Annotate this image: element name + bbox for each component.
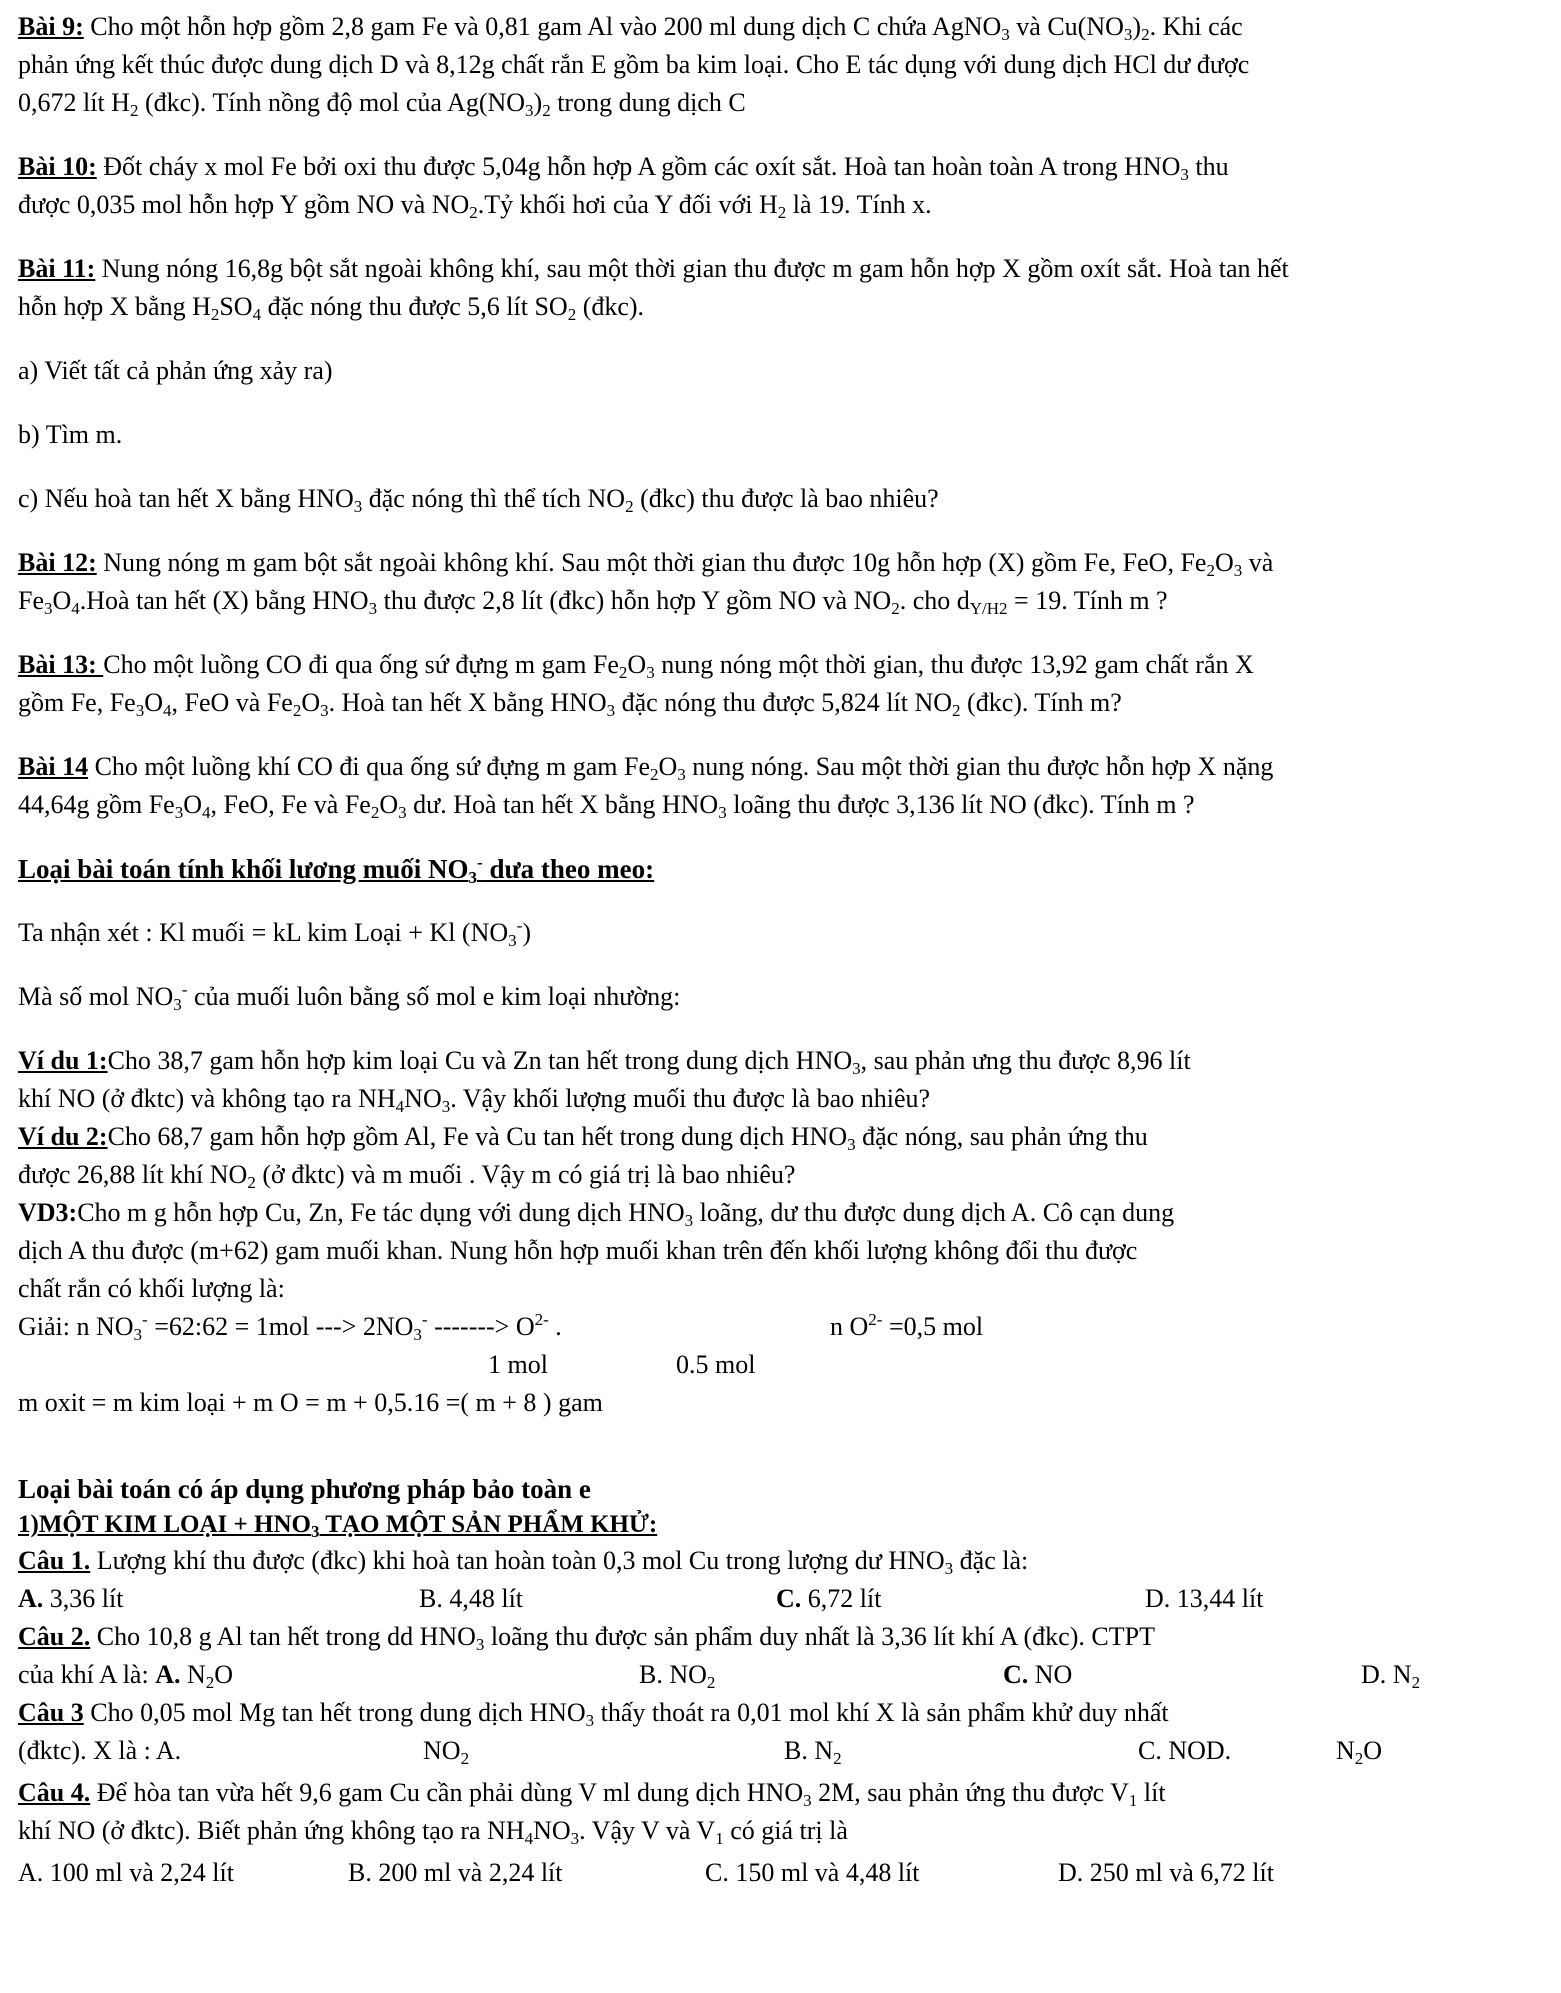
- q4-option-d[interactable]: D. 250 ml và 6,72 lít: [1058, 1858, 1274, 1887]
- problem-11-part-a: a) Viết tất cả phản ứng xảy ra): [18, 356, 333, 385]
- question-2-options: [18, 1656, 1543, 1694]
- q1-option-a[interactable]: A. 3,36 lít: [18, 1584, 124, 1613]
- q1-option-c[interactable]: C. 6,72 lít: [776, 1584, 882, 1613]
- question-3-options: (đktc). X là : A. $NO_2$ B. $N_2$ C. NOD. $N_2O$: [18, 1732, 1543, 1770]
- question-1-options: [18, 1580, 1543, 1618]
- q3-option-b[interactable]: B. $N_2$: [784, 1736, 842, 1768]
- question-4-options: [18, 1854, 1543, 1892]
- example-2: Ví du 2:Cho 68,7 gam hỗn hợp gồm Al, Fe và Cu tan hết trong dung dịch $HNO_3$ đặc nóng, sau phản ứng thu được 26,88 lít khí $NO_2$ (ở đktc) và m muối . Vậy m có giá trị là bao nhiêu?: [18, 1122, 1148, 1192]
- example-3: VD3:Cho m g hỗn hợp Cu, Zn, Fe tác dụng với dung dịch $HNO_3$ loãng, dư thu được dung dịch A. Cô cạn dung dịch A thu được (m+62) gam muối khan. Nung hỗn hợp muối khan trên đến khối lượng không đổi thu được chất rắn có khối lượng là:: [18, 1198, 1175, 1303]
- solution-line-3: m oxit = m kim loại + m O = m + 0,5.16 =( m + 8 ) gam: [18, 1388, 603, 1417]
- problem-11: Bài 11: Nung nóng 16,8g bột sắt ngoài không khí, sau một thời gian thu được m gam hỗn hợp X gồm oxít sắt. Hoà tan hết hỗn hợp X bằng $H_2SO_4$ đặc nóng thu được 5,6 lít $SO_2$ (đkc).: [18, 254, 1289, 324]
- q2-option-a[interactable]: của khí A là: A. $N_2O$: [18, 1660, 234, 1692]
- q4-option-b[interactable]: B. 200 ml và 2,24 lít: [348, 1858, 563, 1887]
- q1-option-d[interactable]: D. 13,44 lít: [1145, 1584, 1264, 1613]
- document-page: [18, 8, 1543, 1892]
- remark-line: Ta nhận xét : Kl muối = kL kim Loại + Kl $(NO_3^-)$: [18, 916, 531, 950]
- solution-line-1: Giải: n $NO_3^-$ =62:62 = 1mol ---> $2NO_3^-$ -------> $O^{2-}$ . n $O^{2-} =0,5$ mol: [18, 1310, 984, 1344]
- problem-14: Bài 14 Cho một luồng khí CO đi qua ống sứ đựng m gam $Fe_2O_3$ nung nóng. Sau một thời gian thu được hỗn hợp X nặng 44,64g gồm $Fe_3O_4$, FeO, Fe và $Fe_2O_3$ dư. Hoà tan hết X bằng $HNO_3$ loãng thu được 3,136 lít NO (đkc). Tính m ?: [18, 752, 1274, 822]
- q4-option-c[interactable]: C. 150 ml và 4,48 lít: [705, 1858, 920, 1887]
- q3-option-c[interactable]: C. NOD.: [1138, 1736, 1232, 1765]
- section-heading-nitrate-salt: Loại bài toán tính khối lương muối $NO_3^-$ dưa theo meo:: [18, 853, 655, 887]
- problem-11-part-c: c) Nếu hoà tan hết X bằng $HNO_3$ đặc nóng thì thể tích $NO_2$ (đkc) thu được là bao nhiêu?: [18, 484, 939, 516]
- q2-option-d[interactable]: D. $N_2$: [1361, 1660, 1421, 1692]
- problem-9: Bài 9: Cho một hỗn hợp gồm 2,8 gam Fe và 0,81 gam Al vào 200 ml dung dịch C chứa AgNO$_3$ và $Cu(NO_3)_2$. Khi các phản ứng kết thúc được dung dịch D và 8,12g chất rắn E gồm ba kim loại. Cho E tác dụng với dung dịch HCl dư được 0,672 lít $H_2$ (đkc). Tính nồng độ mol của $Ag(NO_3)_2$ trong dung dịch C: [18, 12, 1250, 120]
- q4-option-a[interactable]: A. 100 ml và 2,24 lít: [18, 1858, 234, 1887]
- section-heading-electron-conservation: Loại bài toán có áp dụng phương pháp bảo toàn e: [18, 1474, 591, 1504]
- example-1: Ví du 1:Cho 38,7 gam hỗn hợp kim loại Cu và Zn tan hết trong dung dịch $HNO_3$, sau phản ưng thu được 8,96 lít khí NO (ở đktc) và không tạo ra $NH_4NO_3$. Vậy khối lượng muối thu được là bao nhiêu?: [18, 1046, 1191, 1116]
- problem-12: Bài 12: Nung nóng m gam bột sắt ngoài không khí. Sau một thời gian thu được 10g hỗn hợp (X) gồm Fe, FeO, $Fe_2O_3$ và $Fe_3O_4.Hoà$ tan hết (X) bằng $HNO_3$ thu được 2,8 lít (đkc) hỗn hợp Y gồm NO và $NO_2$. cho $d_{Y/H2} = 19$. Tính m ?: [18, 548, 1274, 618]
- solution-line-2: 1 mol 0.5 mol: [488, 1350, 756, 1379]
- problem-10: Bài 10: Đốt cháy x mol Fe bởi oxi thu được 5,04g hỗn hợp A gồm các oxít sắt. Hoà tan hoàn toàn A trong $HNO_3$ thu được 0,035 mol hỗn hợp Y gồm NO và $NO_2.Tỷ$ khối hơi của Y đối với $H_2$ là 19. Tính x.: [18, 152, 1229, 222]
- q3-option-a[interactable]: $NO_2$: [423, 1736, 470, 1768]
- q3-option-d[interactable]: $N_2O$: [1336, 1736, 1383, 1768]
- remark-line-2: Mà số mol $NO_3^-$ của muối luôn bằng số mol e kim loại nhường:: [18, 980, 681, 1014]
- question-2: Câu 2. Cho 10,8 g Al tan hết trong dd $HNO_3$ loãng thu được sản phẩm duy nhất là 3,36 lít khí A (đkc). CTPT: [18, 1622, 1155, 1654]
- q2-option-b[interactable]: B. $NO_2$: [639, 1660, 716, 1692]
- question-3: Câu 3 Cho 0,05 mol Mg tan hết trong dung dịch $HNO_3$ thấy thoát ra 0,01 mol khí X là sản phẩm khử duy nhất: [18, 1698, 1169, 1730]
- question-4: Câu 4. Để hòa tan vừa hết 9,6 gam Cu cần phải dùng V ml dung dịch $HNO_3$ 2M, sau phản ứng thu được $V_1$ lít khí NO (ở đktc). Biết phản ứng không tạo ra $NH_4NO_3$. Vậy V và $V_1$ có giá trị là: [18, 1778, 1166, 1848]
- problem-11-part-b: b) Tìm m.: [18, 420, 123, 449]
- q2-option-c[interactable]: C. NO: [1003, 1660, 1073, 1689]
- subsection-heading: 1)MỘT KIM LOẠI + $HNO_3$ TẠO MỘT SẢN PHẨM KHỬ:: [18, 1511, 658, 1541]
- problem-13: Bài 13: Cho một luồng CO đi qua ống sứ đựng m gam $Fe_2O_3$ nung nóng một thời gian, thu được 13,92 gam chất rắn X gồm Fe, $Fe_3O_4$, FeO và $Fe_2O_3$. Hoà tan hết X bằng $HNO_3$ đặc nóng thu được 5,824 lít $NO_2$ (đkc). Tính m?: [18, 650, 1254, 720]
- q1-option-b[interactable]: B. 4,48 lít: [419, 1584, 524, 1613]
- question-1: Câu 1. Lượng khí thu được (đkc) khi hoà tan hoàn toàn 0,3 mol Cu trong lượng dư $HNO_3$ đặc là:: [18, 1546, 1029, 1578]
